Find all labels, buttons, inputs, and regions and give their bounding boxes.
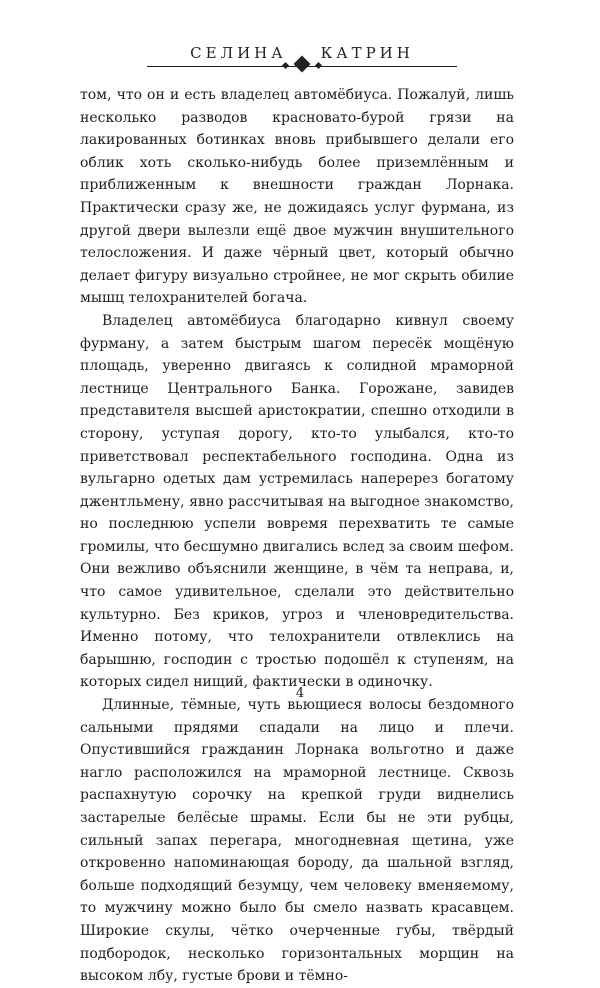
ornament-dot-left [282, 62, 289, 69]
header-author-first: СЕЛИНА [190, 44, 287, 62]
paragraph-1: том, что он и есть владелец автомёбиуса. Пожалуй, лишь несколько разводов красновато-бурой грязи на лакированных ботинках вновь прибывшего делали его облик хоть сколько-нибудь более приземлённым и приближенным к внешности граждан Лорнака. Практически сразу же, не дожидаясь услуг фурмана, из другой двери вылезли ещё двое мужчин внушительного телосложения. И даже чёрный цвет, который обычно делает фигуру визуально стройнее, не мог скрыть обилие мышц телохранителей богача. [80, 87, 514, 307]
header-author-last: КАТРИН [320, 44, 414, 62]
ornament-dot-right [315, 62, 322, 69]
running-header [147, 44, 457, 80]
paragraph-3: Длинные, тёмные, чуть вьющиеся волосы бездомного сальными прядями спадали на лицо и плечи. Опустившийся гражданин Лорнака вольготно и даже нагло расположился на мраморной лестнице. Сквозь распахнутую сорочку на крепкой груди виднелись застарелые белёсые шрамы. Если бы не эти рубцы, сильный запах перегара, многодневная щетина, уже откровенно напоминающая бороду, да шальной взгляд, больше подходящий безумцу, чем человеку вменяемому, то мужчину можно было бы смело назвать красавцем. Широкие скулы, чётко очерченные губы, твёрдый подбородок, несколько горизонтальных морщин на высоком лбу, густые брови и тёмно- [80, 697, 514, 985]
paragraph-2: Владелец автомёбиуса благодарно кивнул своему фурману, а затем быстрым шагом пересёк мощёную площадь, уверенно двигаясь к солидной мраморной лестнице Центрального Банка. Горожане, завидев представителя высшей аристократии, спешно отходили в сторону, уступая дорогу, кто-то улыбался, кто-то приветствовал респектабельного господина. Одна из вульгарно одетых дам устремилась наперерез богатому джентльмену, явно рассчитывая на выгодное знакомство, но последнюю успели вовремя перехватить те самые громилы, что бесшумно двигались вслед за своим шефом. Они вежливо объяснили женщине, в чём та неправа, и, что самое удивительное, сделали это действительно культурно. Без криков, угроз и членовредительства. Именно потому, что телохранители отвлеклись на барышню, господин с тростью подошёл к ступеням, на которых сидел нищий, фактически в одиночку. [80, 312, 514, 691]
page-body [80, 84, 514, 988]
page-number: 4 [295, 686, 305, 701]
